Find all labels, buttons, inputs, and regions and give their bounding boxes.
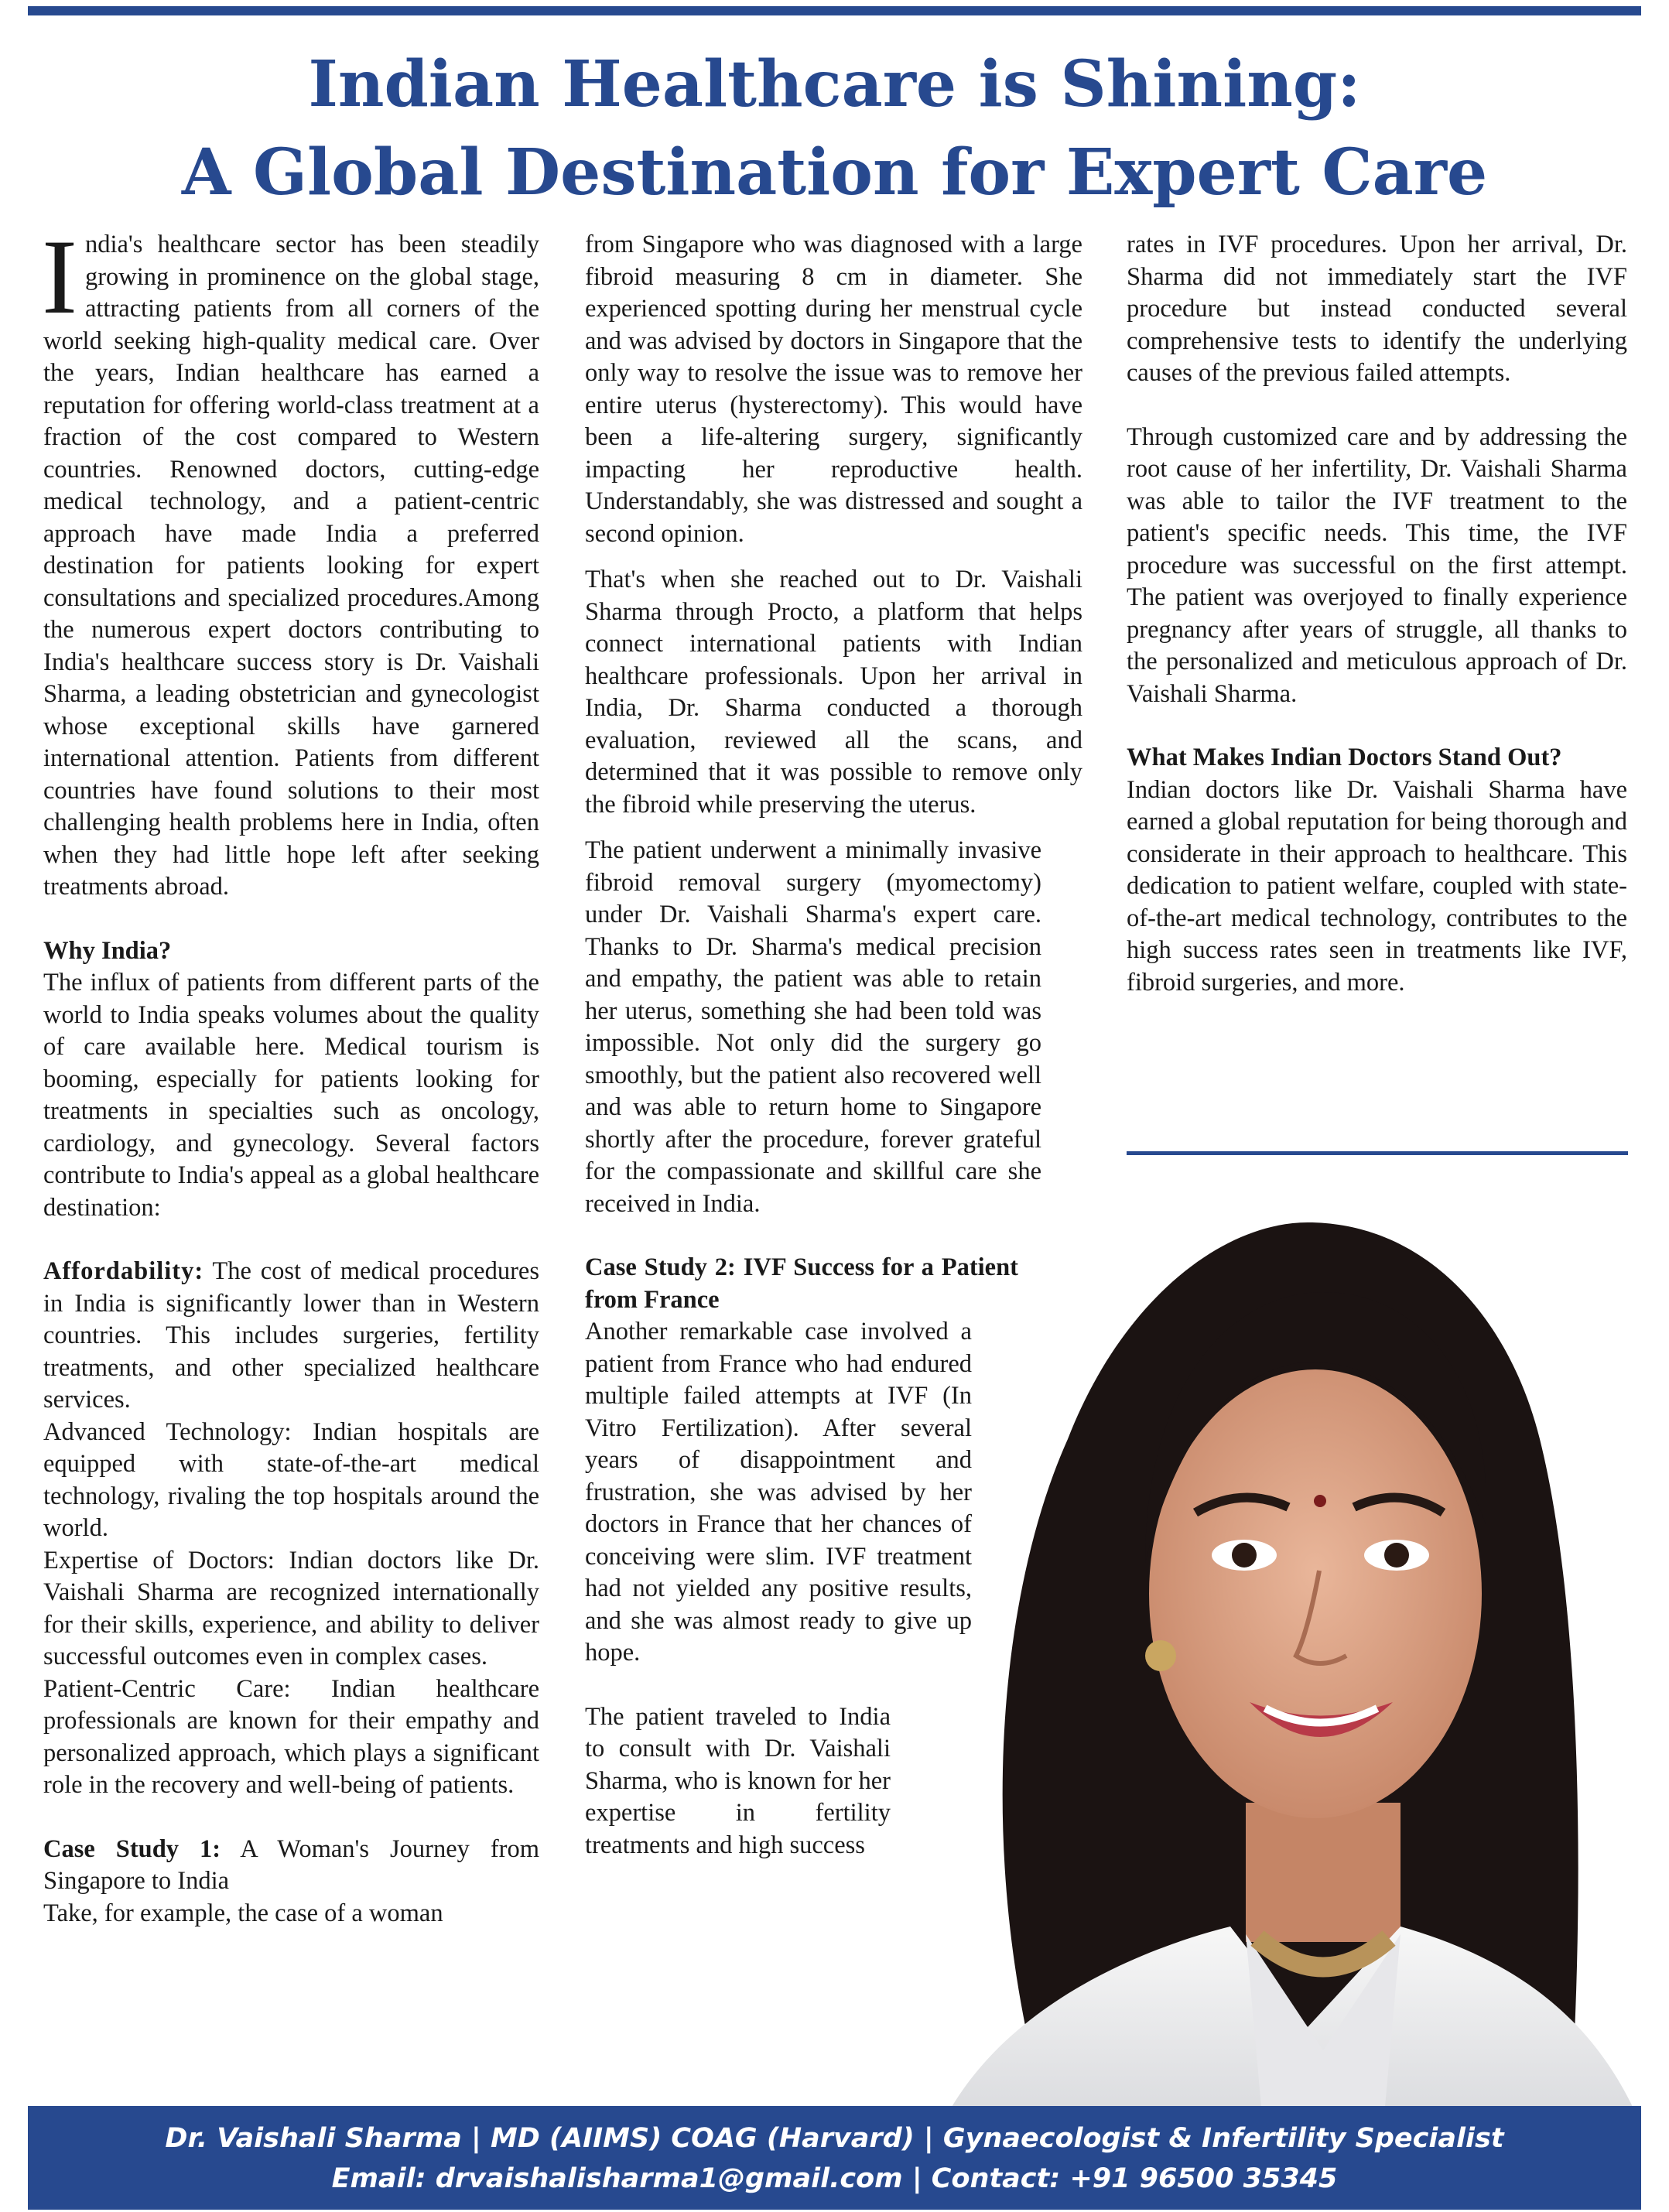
headline-line-1: Indian Healthcare is Shining: — [308, 47, 1361, 121]
top-rule — [28, 6, 1641, 15]
portrait-neck — [1246, 1803, 1401, 1942]
surgery-paragraph: The patient underwent a minimally invasive fibroid removal surgery (myomectomy) under Dr. Vaishali Sharma's expert care. Thanks to Dr. Sharma's medical precision and empathy, the patient was able to retain her uterus, something she had been told was impossible. Not only did the surgery go smoothly, but the patient also recovered well and was able to return home to Singapore shortly after the procedure, forever grateful for the compassionate and skillful care she received in India. — [585, 836, 1041, 1218]
patient-centric-item: Patient-Centric Care: Indian healthcare professionals are known for their empathy and personalized approach, which plays a significant role in the recovery and well-being of patients. — [43, 1674, 539, 1799]
advanced-technology-item: Advanced Technology: Indian hospitals are equipped with state-of-the-art medical technology, rivaling the top hospitals around the world. — [43, 1417, 539, 1542]
expertise-item: Expertise of Doctors: Indian doctors like Dr. Vaishali Sharma are recognized internationally for their skills, experience, and ability to deliver successful outcomes even in complex cases. — [43, 1546, 539, 1670]
standout-text: Indian doctors like Dr. Vaishali Sharma have earned a global reputation for being thorough and considerate in their approach to healthcare. This dedication to patient welfare, coupled with state-of-the-art medical technology, contributes to the high success rates seen in treatments like IVF, fibroid surgeries, and more. — [1127, 775, 1627, 997]
why-india-section — [43, 935, 539, 1225]
page-title — [0, 40, 1669, 217]
why-india-heading: Why India? — [43, 936, 172, 965]
headline-line-2: A Global Destination for Expert Care — [181, 135, 1488, 210]
column-divider-rule — [1127, 1151, 1628, 1155]
column-3 — [1127, 229, 1627, 999]
drop-cap: I — [42, 217, 77, 336]
affordability-label: Affordability: — [43, 1257, 204, 1285]
affordability-item: Affordability: The cost of medical procedures in India is significantly lower than in Western countries. This includes surgeries, fertility treatments, and other specialized healthcare services. — [43, 1257, 539, 1414]
case-study-1-continued: from Singapore who was diagnosed with a large fibroid measuring 8 cm in diameter. She experienced spotting during her menstrual cycle and was advised by doctors in Singapore that the only way to resolve the issue was to remove her entire uterus (hysterectomy). This would have been a life-altering surgery, significantly impacting her reproductive health. Understandably, she was distressed and sought a second opinion. — [585, 231, 1082, 548]
case-study-2-text: Another remarkable case involved a patient from France who had endured multiple failed attempts at IVF (In Vitro Fertilization). After several years of disappointment and frustration, she was advised by her doctors in France that her chances of conceiving were slim. IVF treatment had not yielded any positive results, and she was almost ready to give up hope. — [585, 1318, 972, 1667]
column-1 — [42, 217, 539, 1930]
ivf-continued: rates in IVF procedures. Upon her arrival, Dr. Sharma did not immediately start the IVF procedure but instead conducted several comprehensive tests to identify the underlying causes of the previous failed attempts. — [1127, 231, 1627, 387]
portrait-bindi — [1314, 1495, 1326, 1507]
column-2 — [585, 229, 1082, 1862]
case-study-2-heading: Case Study 2: IVF Success for a Patient from France — [585, 1253, 1018, 1314]
portrait-earring — [1145, 1640, 1176, 1671]
case-study-1-heading: Case Study 1: A Woman's Journey from Singapore to India — [43, 1834, 539, 1895]
customized-care-paragraph: Through customized care and by addressing the root cause of her infertility, Dr. Vaishali Sharma was able to tailor the IVF treatment to the patient's specific needs. This time, the IVF procedure was successful on the first attempt. The patient was overjoyed to finally experience pregnancy after years of struggle, all thanks to the personalized and meticulous approach of Dr. Vaishali Sharma. — [1127, 422, 1627, 708]
intro-paragraph: India's healthcare sector has been steadily growing in prominence on the global stage, attracting patients from all corners of the world seeking high-quality medical care. Over the years, Indian healthcare has earned a reputation for offering world-class treatment at a fraction of the cost compared to Western countries. Renowned doctors, cutting-edge medical technology, and a patient-centric approach have made India a preferred destination for patients looking for expert consultations and specialized procedures.Among the numerous expert doctors contributing to India's healthcare success story is Dr. Vaishali Sharma, a leading obstetrician and gynecologist whose exceptional skills have garnered international attention. Patients from different countries have found solutions to their most challenging health problems here in India, often when they had little hope left after seeking treatments abroad. — [42, 217, 539, 901]
standout-section — [1127, 742, 1627, 999]
case-study-1-start: Take, for example, the case of a woman — [43, 1899, 443, 1927]
procto-paragraph: That's when she reached out to Dr. Vaishali Sharma through Procto, a platform that helps connect international patients with Indian healthcare professionals. Upon her arrival in India, Dr. Sharma conducted a thorough evaluation, reviewed all the scans, and determined that it was possible to remove only the fibroid while preserving the uterus. — [585, 566, 1082, 819]
case-study-2-travel: The patient traveled to India to consult with Dr. Vaishali Sharma, who is known for her expertise in fertility treatments and high success — [585, 1702, 891, 1859]
why-india-text: The influx of patients from different parts of the world to India speaks volumes about the quality of care available here. Medical tourism is booming, especially for patients looking for treatments in specialties such as oncology, cardiology, and gynecology. Several factors contribute to India's appeal as a global healthcare destination: — [43, 969, 539, 1222]
standout-heading: What Makes Indian Doctors Stand Out? — [1127, 744, 1562, 771]
footer-banner — [28, 2106, 1641, 2210]
footer-credentials: Dr. Vaishali Sharma | MD (AIIMS) COAG (Harvard) | Gynaecologist & Infertility Specialist — [165, 2123, 1504, 2154]
footer-contact: Email: drvaishalisharma1@gmail.com | Contact: +91 96500 35345 — [331, 2163, 1338, 2194]
